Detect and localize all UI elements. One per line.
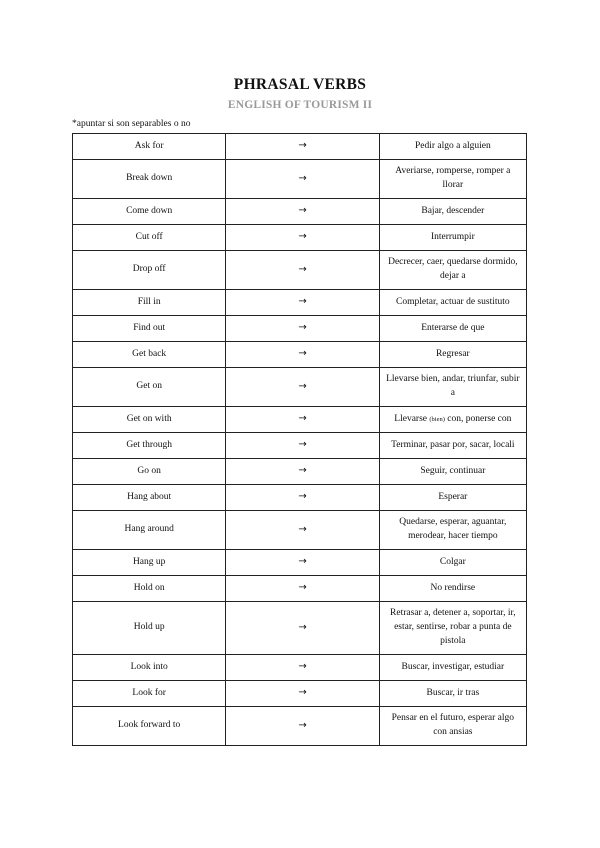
meaning-cell: Bajar, descender: [379, 199, 526, 225]
table-row: [73, 576, 527, 602]
meaning-text: con, ponerse con: [444, 413, 512, 424]
phrasal-verbs-table: [72, 133, 527, 746]
meaning-cell: Decrecer, caer, quedarse dormido, dejar a: [379, 251, 526, 290]
verb-cell: Cut off: [73, 225, 226, 251]
verb-cell: Hang around: [73, 511, 226, 550]
meaning-cell: [379, 407, 526, 433]
arrow-icon: →: [226, 602, 379, 655]
arrow-icon: →: [226, 433, 379, 459]
verb-cell: Get back: [73, 342, 226, 368]
verb-cell: Hang about: [73, 485, 226, 511]
verb-cell: Come down: [73, 199, 226, 225]
meaning-cell: Esperar: [379, 485, 526, 511]
verb-cell: Find out: [73, 316, 226, 342]
meaning-cell: Colgar: [379, 550, 526, 576]
verb-cell: Get on with: [73, 407, 226, 433]
table-row: [73, 160, 527, 199]
meaning-cell: Completar, actuar de sustituto: [379, 290, 526, 316]
arrow-icon: →: [226, 134, 379, 160]
table-row: [73, 407, 527, 433]
footnote-note: *apuntar si son separables o no: [72, 119, 191, 129]
meaning-cell: Terminar, pasar por, sacar, locali: [379, 433, 526, 459]
arrow-icon: →: [226, 199, 379, 225]
table-row: [73, 199, 527, 225]
arrow-icon: →: [226, 225, 379, 251]
table-row: [73, 342, 527, 368]
arrow-icon: →: [226, 550, 379, 576]
arrow-icon: →: [226, 251, 379, 290]
verb-cell: Ask for: [73, 134, 226, 160]
arrow-icon: →: [226, 681, 379, 707]
arrow-icon: →: [226, 576, 379, 602]
page-subtitle: ENGLISH OF TOURISM II: [227, 99, 373, 111]
verb-cell: Hold on: [73, 576, 226, 602]
meaning-cell: Pensar en el futuro, esperar algo con ansias: [379, 707, 526, 746]
meaning-text: Llevarse: [394, 413, 430, 424]
arrow-icon: →: [226, 316, 379, 342]
arrow-icon: →: [226, 655, 379, 681]
table-row: [73, 134, 527, 160]
meaning-cell: Pedir algo a alguien: [379, 134, 526, 160]
meaning-cell: Regresar: [379, 342, 526, 368]
arrow-icon: →: [226, 707, 379, 746]
table-row: [73, 459, 527, 485]
arrow-icon: →: [226, 342, 379, 368]
verb-cell: Drop off: [73, 251, 226, 290]
meaning-qualifier: (bien): [429, 415, 445, 423]
verb-cell: Get on: [73, 368, 226, 407]
table-row: [73, 681, 527, 707]
arrow-icon: →: [226, 407, 379, 433]
meaning-cell: Averiarse, romperse, romper a llorar: [379, 160, 526, 199]
meaning-cell: Enterarse de que: [379, 316, 526, 342]
verb-cell: Get through: [73, 433, 226, 459]
table-row: [73, 316, 527, 342]
table-row: [73, 368, 527, 407]
verb-cell: Break down: [73, 160, 226, 199]
meaning-cell: Buscar, investigar, estudiar: [379, 655, 526, 681]
meaning-cell: Buscar, ir tras: [379, 681, 526, 707]
table-row: [73, 251, 527, 290]
verb-cell: Go on: [73, 459, 226, 485]
table-row: [73, 550, 527, 576]
table-row: [73, 655, 527, 681]
arrow-icon: →: [226, 485, 379, 511]
table-row: [73, 602, 527, 655]
verb-cell: Fill in: [73, 290, 226, 316]
arrow-icon: →: [226, 368, 379, 407]
verb-cell: Hang up: [73, 550, 226, 576]
meaning-cell: Retrasar a, detener a, soportar, ir, estar, sentirse, robar a punta de pistola: [379, 602, 526, 655]
verb-cell: Look forward to: [73, 707, 226, 746]
arrow-icon: →: [226, 511, 379, 550]
table-row: [73, 290, 527, 316]
table-row: [73, 511, 527, 550]
table-row: [73, 707, 527, 746]
verb-cell: Look into: [73, 655, 226, 681]
meaning-cell: No rendirse: [379, 576, 526, 602]
page-title: PHRASAL VERBS: [233, 76, 367, 93]
verb-cell: Look for: [73, 681, 226, 707]
table-row: [73, 225, 527, 251]
verb-cell: Hold up: [73, 602, 226, 655]
table-row: [73, 433, 527, 459]
table-row: [73, 485, 527, 511]
meaning-cell: Interrumpir: [379, 225, 526, 251]
arrow-icon: →: [226, 290, 379, 316]
meaning-cell: Seguir, continuar: [379, 459, 526, 485]
arrow-icon: →: [226, 160, 379, 199]
meaning-cell: Llevarse bien, andar, triunfar, subir a: [379, 368, 526, 407]
meaning-cell: Quedarse, esperar, aguantar, merodear, hacer tiempo: [379, 511, 526, 550]
arrow-icon: →: [226, 459, 379, 485]
